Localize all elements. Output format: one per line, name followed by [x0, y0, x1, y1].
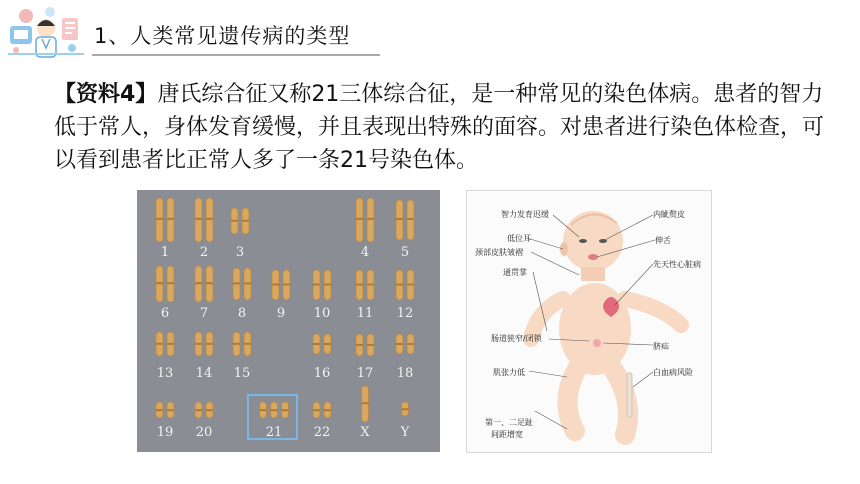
chromosome-17	[356, 334, 374, 356]
chromosome-3	[231, 208, 249, 234]
chromosome-10	[313, 270, 331, 300]
chromosome-1	[156, 198, 174, 242]
label-low-set-ears: 低位耳	[507, 234, 531, 243]
material-tag: 【资料4】	[54, 82, 158, 107]
chromosome-label: 18	[396, 366, 414, 381]
chromosome-12	[396, 270, 414, 300]
chromosome-label: 17	[356, 366, 374, 381]
chromosome-label: 11	[356, 306, 374, 321]
chromosome-label: X	[360, 425, 370, 440]
chromosome-label: 13	[156, 366, 174, 381]
chromosome-8	[233, 268, 251, 300]
chromosome-14	[195, 332, 213, 356]
karyotype-image	[137, 190, 440, 452]
chromosome-21-highlight-box	[247, 394, 298, 440]
material-text: 唐氏综合征又称21三体综合征，是一种常见的染色体病。患者的智力低于常人，身体发育缓慢，并且表现出特殊的面容。对患者进行染色体检查，可以看到患者比正常人多了一条21号染色体。	[54, 82, 825, 173]
chromosome-label: 9	[276, 306, 286, 321]
chromosome-label: 7	[199, 306, 209, 321]
chromosome-label: 3	[235, 245, 245, 260]
chromosome-16	[313, 334, 331, 354]
chromosome-label: 14	[195, 366, 213, 381]
chromosome-2	[195, 198, 213, 242]
chromosome-label: 8	[237, 306, 247, 321]
label-single-palmar-crease: 通贯掌	[503, 268, 527, 277]
chromosome-label: 19	[156, 425, 174, 440]
label-intellectual-delay: 智力发育迟缓	[501, 210, 549, 219]
chromosome-11	[356, 270, 374, 300]
chromosome-X	[362, 386, 369, 422]
doctor-illustration-icon	[6, 4, 86, 60]
chromosome-label: 16	[313, 366, 331, 381]
chromosome-7	[195, 266, 213, 302]
label-hypotonia: 肌张力低	[493, 368, 525, 377]
chromosome-19	[156, 402, 174, 418]
chromosome-Y	[402, 402, 409, 416]
label-leukemia-risk: 白血病风险	[653, 368, 693, 377]
chromosome-label: 12	[396, 306, 414, 321]
chromosome-20	[195, 402, 213, 418]
down-syndrome-features-diagram	[466, 190, 712, 453]
chromosome-18	[396, 334, 414, 354]
label-toe-gap-line1: 第一、二足趾	[485, 418, 533, 427]
label-intestinal-stenosis: 肠道狭窄/闭锁	[491, 334, 542, 343]
chromosome-22	[313, 402, 331, 418]
label-protruding-tongue: 伸舌	[655, 236, 671, 245]
chromosome-label: 10	[313, 306, 331, 321]
chromosome-label: 2	[199, 245, 209, 260]
section-title: 1、人类常见遗传病的类型	[94, 24, 351, 48]
chromosome-15	[233, 332, 251, 356]
label-toe-gap-line2: 间距增宽	[491, 430, 523, 439]
chromosome-label: 22	[313, 425, 331, 440]
chromosome-label: 15	[233, 366, 251, 381]
label-umbilical-hernia: 脐疝	[653, 342, 669, 351]
chromosome-label: 6	[160, 306, 170, 321]
chromosome-label: 21	[265, 425, 283, 440]
label-epicanthus: 内眦赘皮	[653, 210, 685, 219]
chromosome-5	[396, 200, 414, 240]
chromosome-label: 4	[360, 245, 370, 260]
chromosome-6	[156, 266, 174, 302]
chromosome-9	[272, 270, 290, 300]
chromosome-13	[156, 332, 174, 356]
baby-illustration	[467, 191, 713, 454]
label-neck-skin-folds: 颈部皮肤皱褶	[475, 248, 523, 257]
title-underline	[92, 54, 380, 56]
chromosome-label: Y	[400, 425, 410, 440]
chromosome-4	[356, 198, 374, 242]
label-congenital-heart-disease: 先天性心脏病	[653, 260, 701, 269]
chromosome-label: 20	[195, 425, 213, 440]
material-paragraph	[54, 78, 844, 177]
chromosome-label: 1	[160, 245, 170, 260]
chromosome-label: 5	[400, 245, 410, 260]
